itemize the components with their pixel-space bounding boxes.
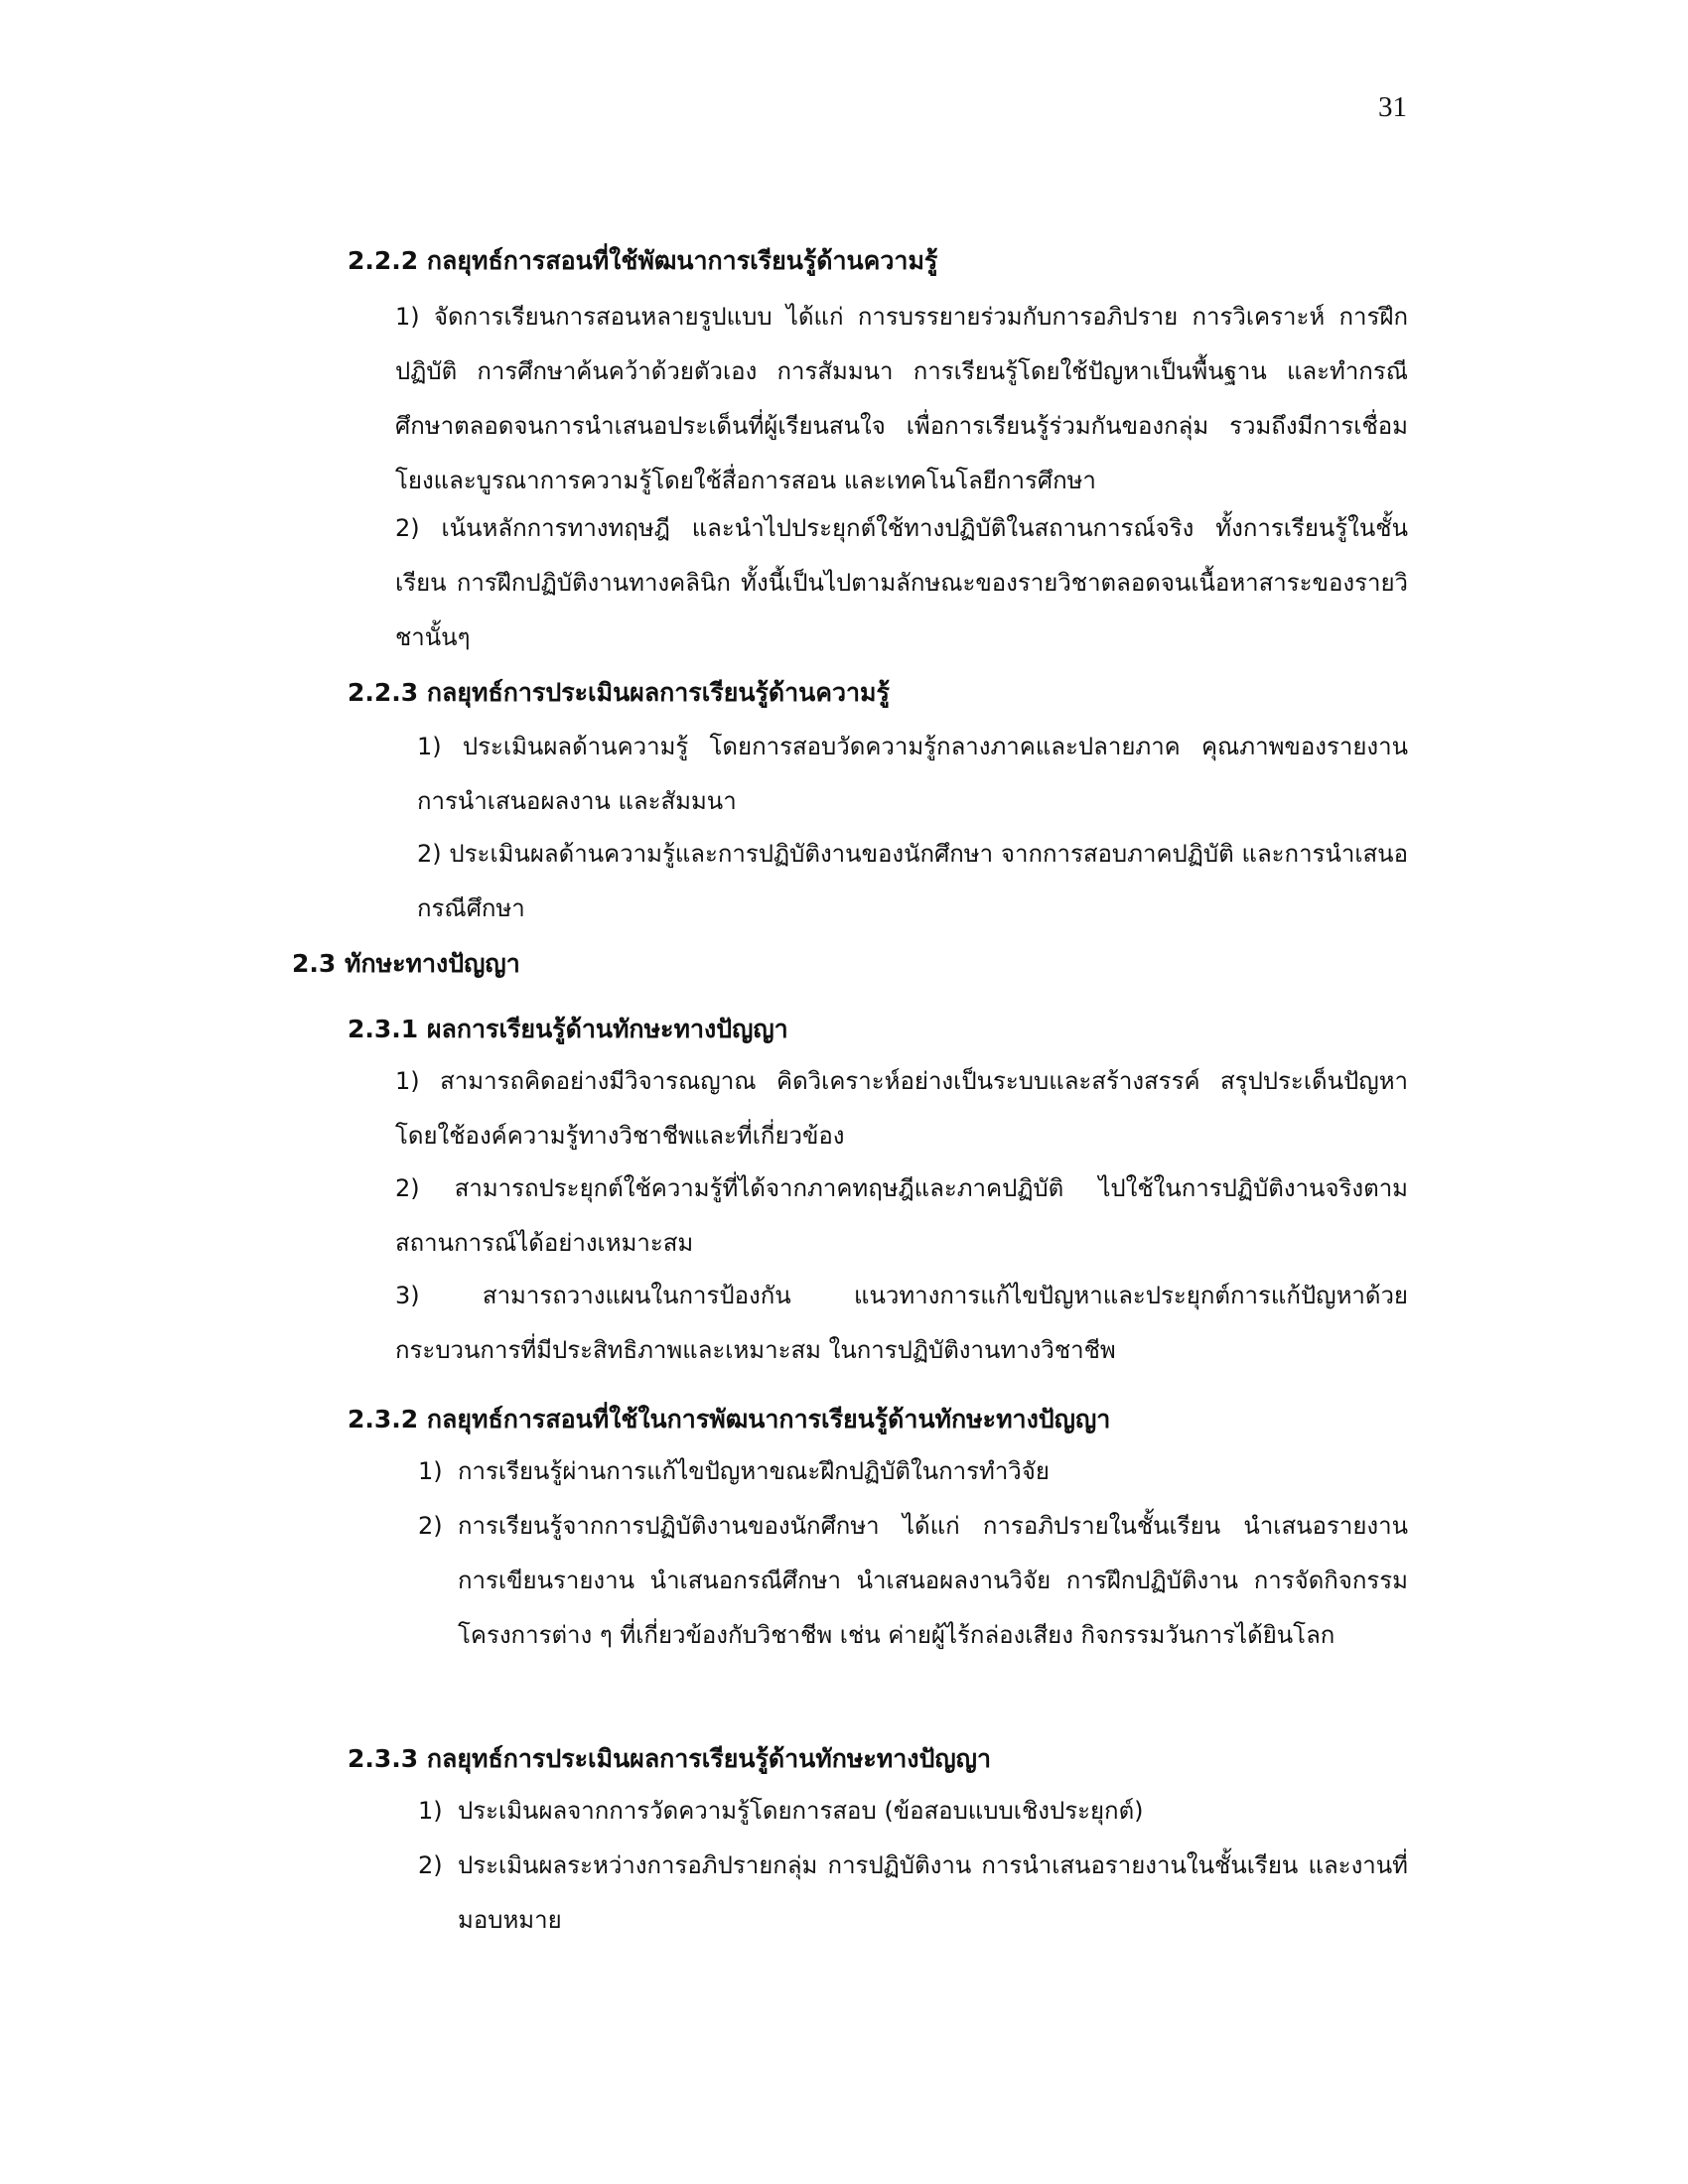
heading-2-2-2: 2.2.2 กลยุทธ์การสอนที่ใช้พัฒนาการเรียนรู้ด้านความรู้ bbox=[348, 246, 938, 275]
list-item-text: ประเมินผลจากการวัดความรู้โดยการสอบ (ข้อสอบแบบเชิงประยุกต์) bbox=[458, 1797, 1144, 1825]
list-item-number: 2) bbox=[418, 1851, 443, 1879]
list-item-number: 2) bbox=[418, 1512, 443, 1540]
list-item bbox=[418, 1784, 1408, 1839]
heading-2-3-1: 2.3.1 ผลการเรียนรู้ด้านทักษะทางปัญญา bbox=[348, 1015, 788, 1043]
list-item-text: การเรียนรู้ผ่านการแก้ไขปัญหาขณะฝึกปฏิบัติในการทำวิจัย bbox=[458, 1457, 1050, 1485]
paragraph-2-3-1-1: 1) สามารถคิดอย่างมีวิจารณญาณ คิดวิเคราะห์อย่างเป็นระบบและสร้างสรรค์ สรุปประเด็นปัญหา โดยใช้องค์ความรู้ทางวิชาชีพและที่เกี่ยวข้อง bbox=[395, 1067, 1408, 1150]
paragraph-2-3-1-2: 2) สามารถประยุกต์ใช้ความรู้ที่ได้จากภาคทฤษฎีและภาคปฏิบัติ ไปใช้ในการปฏิบัติงานจริงตามสถานการณ์ได้อย่างเหมาะสม bbox=[395, 1174, 1408, 1257]
heading-2-3-3: 2.3.3 กลยุทธ์การประเมินผลการเรียนรู้ด้านทักษะทางปัญญา bbox=[348, 1744, 991, 1773]
paragraph-2-3-1-3: 3) สามารถวางแผนในการป้องกัน แนวทางการแก้ไขปัญหาและประยุกต์การแก้ปัญหาด้วยกระบวนการที่มีประสิทธิภาพและเหมาะสม ในการปฏิบัติงานทางวิชาชีพ bbox=[395, 1282, 1408, 1364]
heading-2-3: 2.3 ทักษะทางปัญญา bbox=[292, 949, 520, 978]
list-item bbox=[418, 1444, 1408, 1499]
heading-2-3-2: 2.3.2 กลยุทธ์การสอนที่ใช้ในการพัฒนาการเรียนรู้ด้านทักษะทางปัญญา bbox=[348, 1405, 1111, 1433]
list-item bbox=[418, 1499, 1408, 1663]
list-item-number: 1) bbox=[418, 1457, 443, 1485]
page-number: 31 bbox=[1378, 91, 1407, 123]
list-item bbox=[418, 1839, 1408, 1948]
list-item-text: ประเมินผลระหว่างการอภิปรายกลุ่ม การปฏิบัติงาน การนำเสนอรายงานในชั้นเรียน และงานที่มอบหมาย bbox=[458, 1851, 1408, 1934]
paragraph-2-2-2-2: 2) เน้นหลักการทางทฤษฎี และนำไปประยุกต์ใช้ทางปฏิบัติในสถานการณ์จริง ทั้งการเรียนรู้ในชั้นเรียน การฝึกปฏิบัติงานทางคลินิก ทั้งนี้เป็นไปตามลักษณะของรายวิชาตลอดจนเนื้อหาสาระของรายวิชานั้นๆ bbox=[395, 514, 1408, 651]
paragraph-2-2-3-2: 2) ประเมินผลด้านความรู้และการปฏิบัติงานของนักศึกษา จากการสอบภาคปฏิบัติ และการนำเสนอกรณีศึกษา bbox=[417, 840, 1408, 922]
paragraph-2-2-2-1: 1) จัดการเรียนการสอนหลายรูปแบบ ได้แก่ การบรรยายร่วมกับการอภิปราย การวิเคราะห์ การฝึกปฏิบัติ การศึกษาค้นคว้าด้วยตัวเอง การสัมมนา การเรียนรู้โดยใช้ปัญหาเป็นพื้นฐาน และทำกรณีศึกษาตลอดจนการนำเสนอประเด็นที่ผู้เรียนสนใจ เพื่อการเรียนรู้ร่วมกันของกลุ่ม รวมถึงมีการเชื่อมโยงและบูรณาการความรู้โดยใช้สื่อการสอน และเทคโนโลยีการศึกษา bbox=[395, 303, 1408, 494]
heading-2-2-3: 2.2.3 กลยุทธ์การประเมินผลการเรียนรู้ด้านความรู้ bbox=[348, 678, 890, 707]
paragraph-2-2-3-1: 1) ประเมินผลด้านความรู้ โดยการสอบวัดความรู้กลางภาคและปลายภาค คุณภาพของรายงาน การนำเสนอผลงาน และสัมมนา bbox=[417, 733, 1408, 815]
list-item-text: การเรียนรู้จากการปฏิบัติงานของนักศึกษา ได้แก่ การอภิปรายในชั้นเรียน นำเสนอรายงาน การเขียนรายงาน นำเสนอกรณีศึกษา นำเสนอผลงานวิจัย การฝึกปฏิบัติงาน การจัดกิจกรรมโครงการต่าง ๆ ที่เกี่ยวข้องกับวิชาชีพ เช่น ค่ายผู้ไร้กล่องเสียง กิจกรรมวันการได้ยินโลก bbox=[458, 1512, 1408, 1649]
list-item-number: 1) bbox=[418, 1797, 443, 1825]
